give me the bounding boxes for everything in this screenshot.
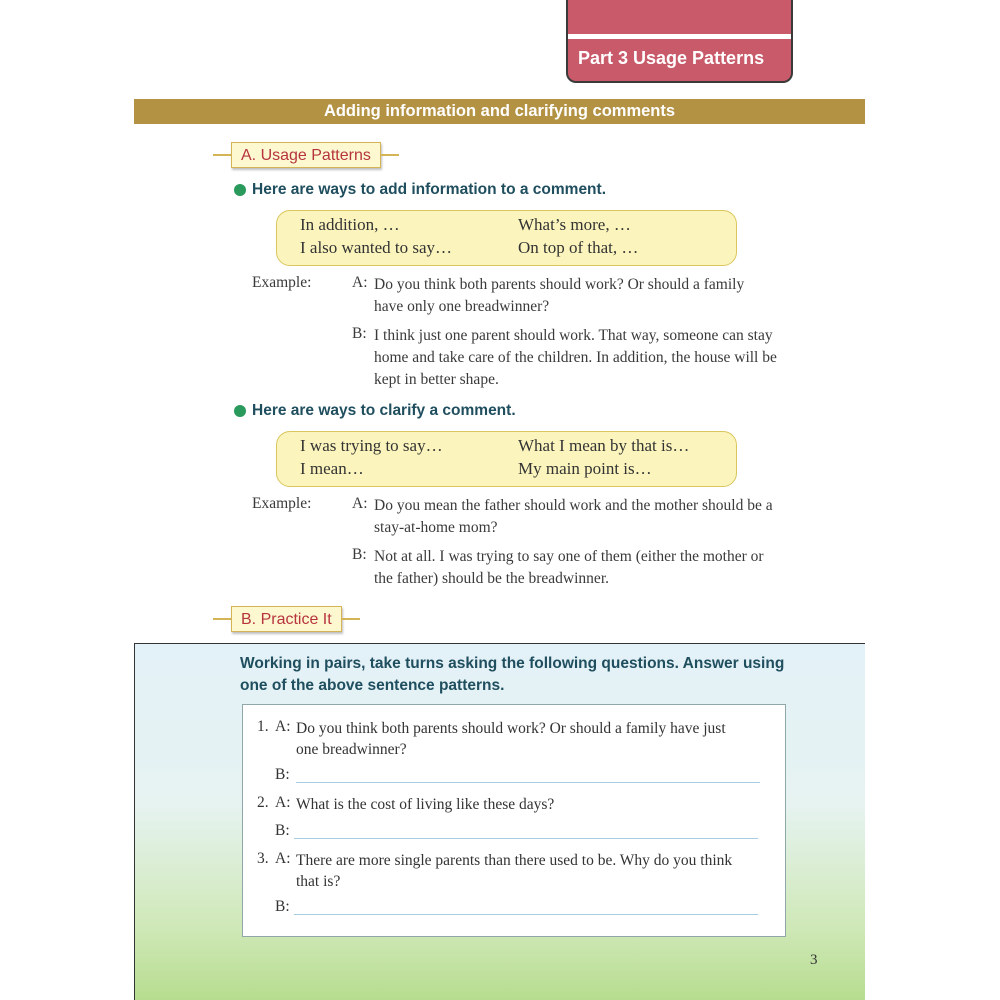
answer-line[interactable] [294, 914, 758, 915]
answer-line[interactable] [296, 782, 760, 783]
label-rule-right [342, 618, 360, 620]
label-rule-left [213, 154, 231, 156]
label-rule-left [213, 618, 231, 620]
speaker-label: B: [352, 546, 367, 563]
speaker-label: A: [275, 718, 291, 735]
speaker-label: B: [352, 325, 367, 342]
bullet-icon [234, 405, 246, 417]
example-label: Example: [252, 274, 312, 291]
phrase: What I mean by that is… [518, 436, 690, 455]
question-text: There are more single parents than there used to be. Why do you think that is? [296, 852, 733, 890]
phrase: What’s more, … [518, 215, 631, 234]
speaker-label: A: [352, 495, 368, 512]
add-info-heading [234, 181, 606, 199]
part-tab-stripe [568, 34, 791, 39]
add-info-phrase-box [276, 210, 737, 266]
example-line: Do you think both parents should work? Or should a family have only one breadwinner? [374, 276, 745, 315]
phrase: I also wanted to say… [300, 238, 453, 257]
speaker-label: B: [275, 898, 290, 915]
question-text [296, 718, 736, 760]
speaker-label: A: [275, 794, 291, 811]
speaker-label: B: [275, 822, 290, 839]
clarify-phrase-box [276, 431, 737, 487]
part-tab-label: Part 3 Usage Patterns [578, 48, 765, 68]
clarify-heading-text: Here are ways to clarify a comment. [252, 402, 516, 419]
practice-instructions: Working in pairs, take turns asking the following questions. Answer using one of the above sentence patterns. [240, 655, 785, 694]
question-number: 3. [257, 850, 269, 867]
add-info-heading-text: Here are ways to add information to a comment. [252, 181, 606, 198]
label-rule-right [381, 154, 399, 156]
phrase: My main point is… [518, 459, 652, 478]
phrase: On top of that, … [518, 238, 639, 257]
clarify-heading [234, 402, 516, 420]
example-line: I think just one parent should work. That way, someone can stay home and take care of the children. In addition, the house will be kept in better shape. [374, 327, 777, 388]
answer-line[interactable] [294, 838, 758, 839]
question-text: What is the cost of living like these days? [296, 796, 555, 813]
example-line: Not at all. I was trying to say one of them (either the mother or the father) should be the breadwinner. [374, 548, 764, 587]
speaker-label: A: [352, 274, 368, 291]
bullet-icon [234, 184, 246, 196]
speaker-label: A: [275, 850, 291, 867]
phrase: I was trying to say… [300, 436, 443, 455]
part-tab [566, 0, 793, 83]
page-number: 3 [810, 952, 818, 968]
questions-box [242, 704, 786, 937]
section-banner: Adding information and clarifying comments [134, 99, 865, 124]
phrase: In addition, … [300, 215, 400, 234]
section-a-label [213, 142, 399, 168]
example-label: Example: [252, 495, 312, 512]
question-number: 2. [257, 794, 269, 811]
phrase: I mean… [300, 459, 364, 478]
section-b-title: B. Practice It [231, 606, 342, 632]
example-line: Do you mean the father should work and the mother should be a stay-at-home mom? [374, 497, 773, 536]
question-number: 1. [257, 718, 269, 735]
section-a-title: A. Usage Patterns [231, 142, 381, 168]
question-text-content: Do you think both parents should work? Or should a family have just one breadwinner? [296, 720, 726, 758]
section-b-label [213, 606, 360, 632]
speaker-label: B: [275, 766, 290, 783]
